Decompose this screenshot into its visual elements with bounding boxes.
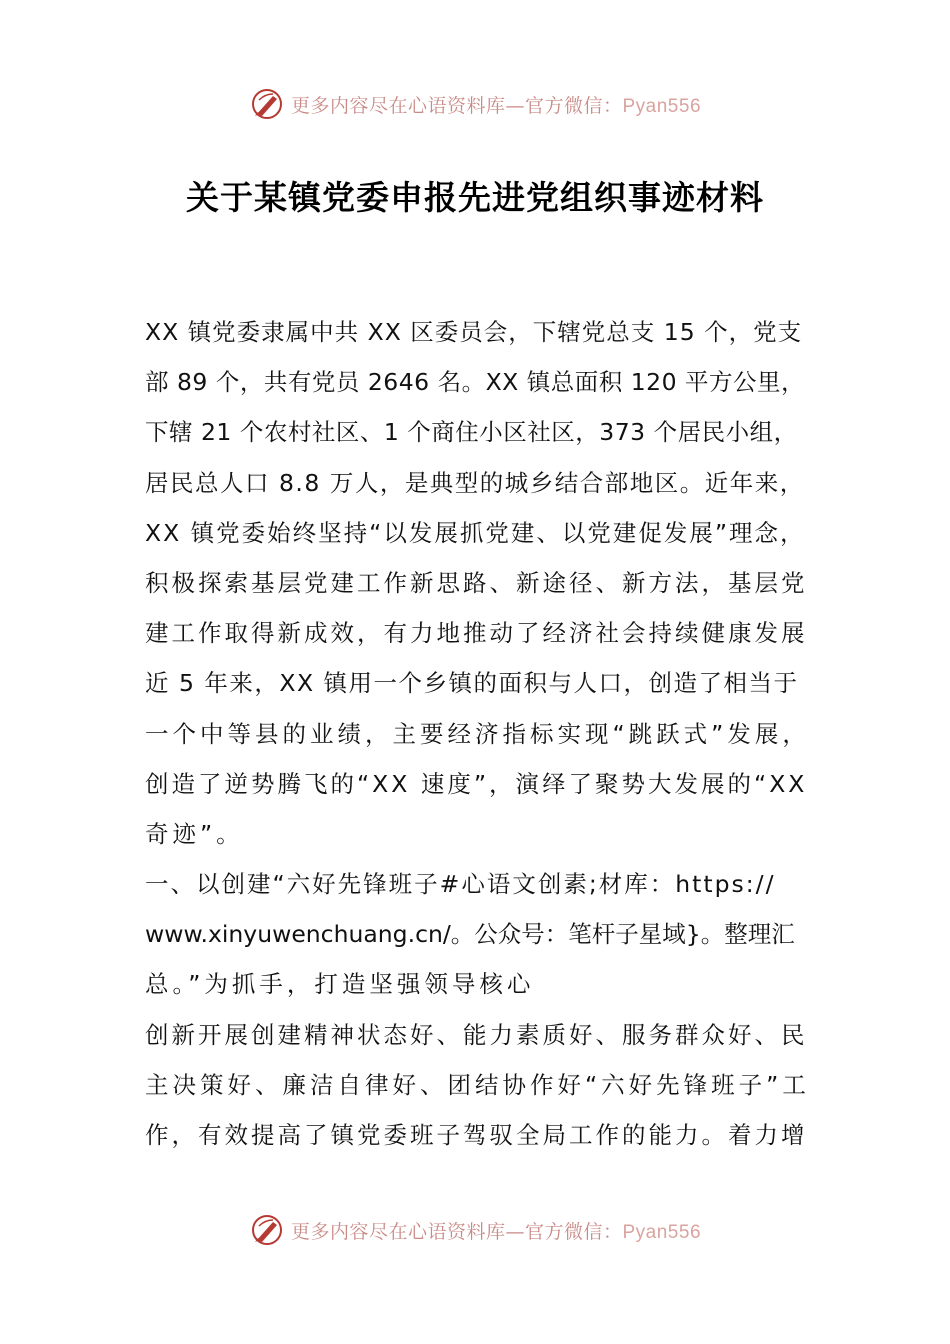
body-line: 主决策好、廉洁自律好、团结协作好“六好先锋班子”工: [145, 1070, 810, 1099]
document-body: [145, 307, 810, 1160]
body-line: 一、以创建“六好先锋班子#心语文创素;材库：https://: [145, 870, 776, 899]
header-wechat-id: Pyan556: [622, 95, 702, 117]
body-line: 近 5 年来，XX 镇用一个乡镇的面积与人口，创造了相当于: [145, 669, 799, 698]
body-line: 作，有效提高了镇党委班子驾驭全局工作的能力。着力增: [145, 1121, 808, 1149]
footer-banner-text: 更多内容尽在心语资料库—官方微信：Pyan556: [290, 1220, 702, 1243]
pen-logo-icon: [249, 1212, 285, 1248]
body-line: 总。”为抓手，打造坚强领导核心: [145, 970, 535, 999]
body-line: 下辖 21 个农村社区、1 个商住小区社区，373 个居民小组，: [145, 418, 798, 447]
body-line: 部 89 个，共有党员 2646 名。XX 镇总面积 120 平方公里，: [145, 368, 806, 397]
body-line: XX 镇党委隶属中共 XX 区委员会，下辖党总支 15 个，党支: [145, 318, 803, 346]
pen-logo-icon: [249, 86, 285, 122]
body-line: 居民总人口 8.8 万人，是典型的城乡结合部地区。近年来，: [145, 468, 805, 497]
header-banner[interactable]: [0, 84, 950, 124]
body-line: 一个中等县的业绩，主要经济指标实现“跳跃式”发展，: [145, 719, 810, 748]
body-line: 创造了逆势腾飞的“XX 速度”，演绎了聚势大发展的“XX: [145, 769, 808, 798]
body-line: 创新开展创建精神状态好、能力素质好、服务群众好、民: [145, 1020, 808, 1049]
footer-wechat-id: Pyan556: [622, 1221, 702, 1243]
document-title: 关于某镇党委申报先进党组织事迹材料: [186, 178, 764, 217]
body-line: 奇迹”。: [145, 819, 244, 848]
body-line: XX 镇党委始终坚持“以发展抓党建、以党建促发展”理念，: [145, 518, 806, 547]
header-banner-text: 更多内容尽在心语资料库—官方微信：Pyan556: [290, 94, 702, 117]
footer-banner[interactable]: [0, 1210, 950, 1250]
body-line: www.xinyuwenchuang.cn/。公众号：笔杆子星域}。整理汇: [145, 920, 795, 949]
body-line: 积极探索基层党建工作新思路、新途径、新方法，基层党: [145, 568, 808, 597]
body-line: 建工作取得新成效，有力地推动了经济社会持续健康发展: [145, 619, 808, 648]
